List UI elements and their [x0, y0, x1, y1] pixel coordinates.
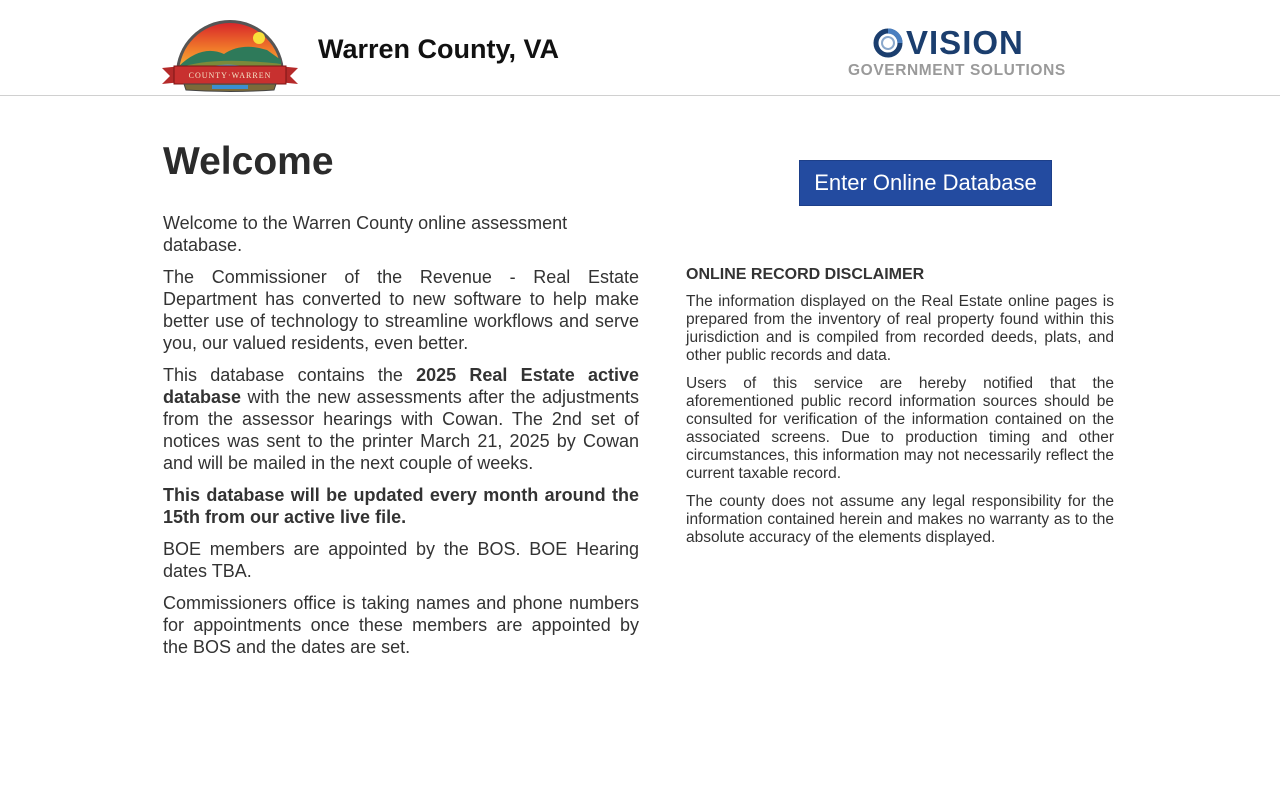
vision-government-solutions-logo[interactable]: [848, 24, 1066, 82]
site-title: Warren County, VA: [318, 34, 560, 64]
appointments-paragraph: Commissioners office is taking names and phone numbers for appointments once these members are appointed by the BOS and the dates are set.: [163, 593, 639, 657]
boe-paragraph: BOE members are appointed by the BOS. BOE Hearing dates TBA.: [163, 539, 639, 581]
database-info-text-end: with the new assessments after the adjustments from the assessor hearings with Cowan. The 2nd set of notices was sent to the printer March 21, 2025 by Cowan and will be mailed in the next couple of weeks.: [163, 387, 639, 473]
vision-subtitle: GOVERNMENT SOLUTIONS: [848, 62, 1066, 79]
svg-text:COUNTY·WARREN: COUNTY·WARREN: [188, 71, 272, 80]
enter-online-database-button[interactable]: Enter Online Database: [799, 160, 1052, 206]
software-paragraph: The Commissioner of the Revenue - Real Estate Department has converted to new software to help make better use of technology to streamline workflows and serve you, our valued residents, even better.: [163, 267, 639, 353]
database-info-text: This database contains the: [163, 365, 417, 385]
welcome-section: [163, 140, 639, 668]
warren-county-seal-logo[interactable]: [162, 16, 298, 92]
disclaimer-paragraph-3: The county does not assume any legal responsibility for the information contained herein and makes no warranty as to the absolute accuracy of the elements displayed.: [686, 493, 1114, 546]
vision-wordmark: VISION: [906, 24, 1024, 61]
disclaimer-paragraph-1: The information displayed on the Real Estate online pages is prepared from the inventory of real property found within this jurisdiction and is compiled from recorded deeds, plats, and other public records and data.: [686, 293, 1114, 364]
update-schedule-paragraph: This database will be updated every month around the 15th from our active live file.: [163, 485, 639, 527]
disclaimer-title: ONLINE RECORD DISCLAIMER: [686, 266, 925, 283]
welcome-paragraph: [163, 212, 593, 256]
database-info-paragraph: [163, 364, 639, 474]
site-header: [0, 0, 1280, 96]
disclaimer-paragraph-2: Users of this service are hereby notified that the aforementioned public record information sources should be consulted for verification of the information contained on the associated screens. Due to production timing and other circumstances, this information may not necessarily reflect the current taxable record.: [686, 375, 1114, 482]
database-info-bold: 2025 Real Estate active database: [163, 365, 639, 407]
page-title: Welcome: [163, 140, 334, 183]
welcome-text: Welcome to the Warren County online assessment database.: [163, 213, 568, 255]
online-record-disclaimer: [686, 265, 1114, 557]
vision-swirl-icon: [873, 28, 903, 58]
